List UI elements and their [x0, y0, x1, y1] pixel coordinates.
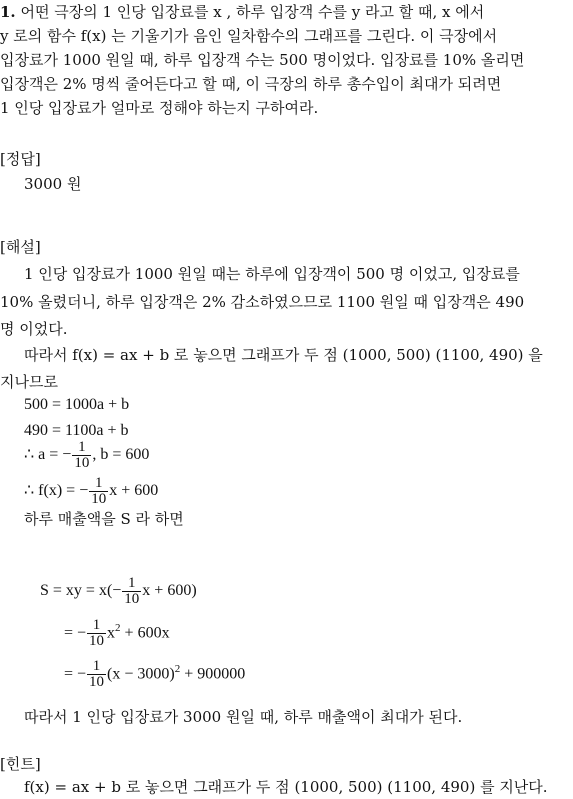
equation-4	[24, 476, 158, 507]
revenue-eq2-rhs: + 600x	[120, 624, 170, 642]
fraction-denominator: 10	[91, 491, 107, 507]
equation-4-fraction	[89, 476, 108, 507]
revenue-eq3-rhs: + 900000	[180, 665, 246, 683]
solution-text-4: 따라서 f(x) = ax + b 로 놓으면 그래프가 두 점 (1000, 500) (1100, 490) 을	[24, 346, 543, 364]
solution-text-1: 1 인당 입장료가 1000 원일 때는 하루에 입장객이 500 명 이었고, 입장료를	[24, 265, 520, 283]
answer-value: 3000 원	[24, 175, 82, 193]
revenue-equation-2	[64, 617, 170, 649]
revenue-eq3-paren: (x − 3000)	[107, 665, 175, 683]
revenue-equation-3	[64, 658, 245, 690]
problem-line-1	[0, 2, 484, 22]
revenue-equation-1	[40, 576, 197, 607]
revenue-eq3-lhs: = −	[64, 665, 87, 683]
equation-3	[24, 440, 149, 471]
revenue-eq2-x: x	[107, 624, 116, 642]
revenue-eq2-fraction	[87, 618, 106, 649]
fraction-denominator: 10	[89, 633, 105, 650]
revenue-eq1-rhs: x + 600)	[142, 582, 197, 600]
revenue-eq2-lhs: = −	[64, 624, 87, 642]
equation-2: 490 = 1100a + b	[24, 422, 129, 439]
revenue-eq3-fraction	[87, 659, 106, 690]
fraction-denominator: 10	[74, 455, 90, 471]
revenue-eq1-fraction	[122, 576, 141, 607]
problem-number: 1.	[0, 3, 16, 21]
revenue-intro: 하루 매출액을 S 라 하면	[24, 510, 184, 528]
equation-4-lhs: ∴ f(x) = −	[24, 482, 89, 500]
problem-text-5: 1 인당 입장료가 얼마로 정해야 하는지 구하여라.	[0, 99, 319, 117]
problem-text-4: 입장객은 2% 명씩 줄어든다고 할 때, 이 극장의 하루 총수입이 최대가 되려면	[0, 75, 502, 93]
solution-text-2: 10% 올렸더니, 하루 입장객은 2% 감소하였으므로 1100 원일 때 입장객은 490	[0, 293, 525, 311]
hint-text: f(x) = ax + b 로 놓으면 그래프가 두 점 (1000, 500) (1100, 490) 를 지난다.	[24, 778, 548, 796]
problem-text-3: 입장료가 1000 원일 때, 하루 입장객 수는 500 명이었다. 입장료를 10% 올리면	[0, 51, 525, 69]
revenue-eq1-lhs: S = xy = x(−	[40, 582, 122, 600]
equation-4-rhs: x + 600	[109, 482, 159, 500]
solution-label: [해설]	[0, 238, 41, 256]
solution-text-3: 명 이었다.	[0, 320, 68, 338]
fraction-numerator: 1	[89, 476, 108, 492]
hint-label: [힌트]	[0, 755, 41, 773]
equation-3-lhs: ∴ a = −	[24, 446, 72, 464]
solution-conclusion: 따라서 1 인당 입장료가 3000 원일 때, 하루 매출액이 최대가 된다.	[24, 708, 463, 726]
equation-3-fraction	[72, 440, 91, 471]
fraction-numerator: 1	[87, 618, 106, 634]
answer-label: [정답]	[0, 150, 41, 168]
equation-3-rhs: , b = 600	[92, 446, 150, 464]
problem-text-2: y 로의 함수 f(x) 는 기울기가 음인 일차함수의 그래프를 그린다. 이 극장에서	[0, 27, 498, 45]
fraction-denominator: 10	[124, 591, 140, 607]
equation-1: 500 = 1000a + b	[24, 396, 130, 413]
fraction-numerator: 1	[72, 440, 91, 456]
revenue-eq2-exponent: 2	[115, 622, 121, 634]
solution-text-5: 지나므로	[0, 373, 58, 391]
problem-text-1: 어떤 극장의 1 인당 입장료를 x , 하루 입장객 수를 y 라고 할 때, x 에서	[20, 3, 485, 21]
fraction-numerator: 1	[122, 576, 141, 592]
revenue-eq3-exponent: 2	[174, 663, 181, 675]
fraction-numerator: 1	[87, 659, 106, 675]
fraction-denominator: 10	[89, 674, 105, 691]
